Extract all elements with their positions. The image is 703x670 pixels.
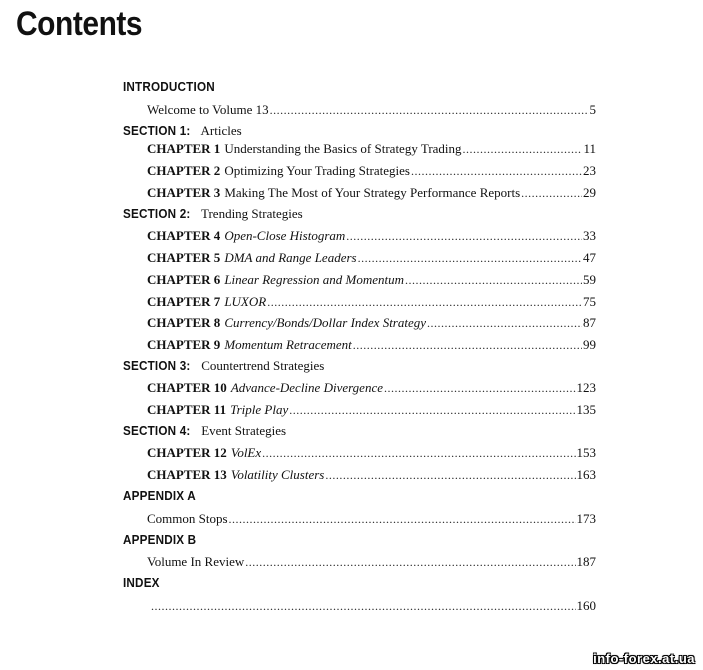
page-number: 59	[583, 272, 596, 287]
chapter-number: CHAPTER 5	[147, 250, 221, 265]
chapter-number: CHAPTER 6	[147, 272, 221, 287]
heading-label: APPENDIX A	[123, 488, 196, 503]
toc-entry[interactable]	[147, 336, 596, 354]
dot-leader	[384, 379, 576, 397]
dot-leader	[405, 271, 582, 289]
heading-label: INDEX	[123, 575, 160, 590]
toc-entry[interactable]	[147, 401, 596, 419]
toc-entry[interactable]	[147, 379, 596, 397]
entry-title: Momentum Retracement	[224, 337, 352, 352]
page-number: 160	[576, 598, 596, 613]
heading-label: APPENDIX B	[123, 532, 197, 547]
toc-heading-section-3	[123, 357, 324, 375]
chapter-number: CHAPTER 7	[147, 294, 221, 309]
toc-heading-index	[123, 574, 164, 592]
dot-leader	[229, 510, 576, 528]
entry-title: Making The Most of Your Strategy Performance Reports	[224, 185, 521, 200]
chapter-number: CHAPTER 13	[147, 467, 227, 482]
heading-label: INTRODUCTION	[123, 79, 215, 94]
toc-entry[interactable]	[150, 597, 596, 615]
page-number: 47	[583, 250, 596, 265]
page-number: 187	[576, 554, 596, 569]
toc-entry[interactable]	[147, 162, 596, 180]
heading-label: SECTION 3:	[123, 358, 191, 373]
heading-label: SECTION 1:	[123, 123, 191, 138]
heading-label: SECTION 4:	[123, 423, 191, 438]
toc-heading-appendix-a	[123, 487, 204, 505]
dot-leader	[353, 336, 582, 354]
chapter-number: CHAPTER 9	[147, 337, 221, 352]
toc-entry[interactable]	[147, 553, 596, 571]
dot-leader	[521, 184, 582, 202]
toc-entry[interactable]	[147, 140, 596, 158]
dot-leader	[358, 249, 582, 267]
entry-title: VolEx	[230, 445, 262, 460]
dot-leader	[325, 466, 575, 484]
chapter-number: CHAPTER 12	[147, 445, 227, 460]
dot-leader	[267, 293, 582, 311]
page-number: 135	[576, 402, 596, 417]
entry-title: Common Stops	[147, 511, 228, 526]
dot-leader	[270, 101, 589, 119]
entry-title: Volume In Review	[147, 554, 245, 569]
page-title: Contents	[16, 5, 143, 43]
entry-title: DMA and Range Leaders	[224, 250, 357, 265]
toc-entry[interactable]	[147, 510, 596, 528]
heading-subtitle: Event Strategies	[201, 423, 287, 438]
page-number: 163	[576, 467, 596, 482]
entry-title: Triple Play	[230, 402, 289, 417]
toc-heading-appendix-b	[123, 531, 204, 549]
watermark: info-forex.at.ua	[593, 651, 695, 666]
page-number: 29	[583, 185, 596, 200]
dot-leader	[151, 597, 576, 615]
heading-subtitle: Articles	[200, 123, 242, 138]
page-number: 173	[576, 511, 596, 526]
toc-entry[interactable]	[147, 444, 596, 462]
entry-title: LUXOR	[224, 294, 267, 309]
dot-leader	[427, 314, 582, 332]
toc-heading-introduction	[123, 78, 225, 96]
heading-subtitle: Countertrend Strategies	[201, 358, 325, 373]
entry-title: Currency/Bonds/Dollar Index Strategy	[224, 315, 427, 330]
toc-entry[interactable]	[147, 466, 596, 484]
entry-title: Volatility Clusters	[230, 467, 325, 482]
page-number: 123	[576, 380, 596, 395]
entry-title: Open-Close Histogram	[224, 228, 346, 243]
entry-title: Linear Regression and Momentum	[224, 272, 405, 287]
page-number: 99	[583, 337, 596, 352]
heading-label: SECTION 2:	[123, 206, 191, 221]
entry-title: Optimizing Your Trading Strategies	[224, 163, 410, 178]
toc-entry[interactable]	[147, 249, 596, 267]
page-number: 87	[583, 315, 596, 330]
toc-entry[interactable]	[147, 184, 596, 202]
toc-heading-section-4	[123, 422, 286, 440]
page-number: 5	[589, 102, 596, 117]
page-number: 33	[583, 228, 596, 243]
page-number: 75	[583, 294, 596, 309]
dot-leader	[262, 444, 575, 462]
dot-leader	[289, 401, 575, 419]
chapter-number: CHAPTER 11	[147, 402, 227, 417]
chapter-number: CHAPTER 3	[147, 185, 221, 200]
entry-title: Welcome to Volume 13	[147, 102, 269, 117]
heading-subtitle: Trending Strategies	[200, 206, 303, 221]
chapter-number: CHAPTER 10	[147, 380, 227, 395]
chapter-number: CHAPTER 2	[147, 163, 221, 178]
page-number: 11	[583, 141, 596, 156]
toc-entry[interactable]	[147, 314, 596, 332]
dot-leader	[463, 140, 583, 158]
toc-entry[interactable]	[147, 293, 596, 311]
chapter-number: CHAPTER 8	[147, 315, 221, 330]
page-number: 23	[583, 163, 596, 178]
entry-title: Understanding the Basics of Strategy Trading	[224, 141, 462, 156]
chapter-number: CHAPTER 4	[147, 228, 221, 243]
page-number: 153	[576, 445, 596, 460]
chapter-number: CHAPTER 1	[147, 141, 221, 156]
dot-leader	[411, 162, 582, 180]
entry-title: Advance-Decline Divergence	[230, 380, 383, 395]
toc-heading-section-1	[123, 122, 242, 140]
dot-leader	[346, 227, 582, 245]
toc-entry[interactable]	[147, 227, 596, 245]
toc-entry[interactable]	[147, 271, 596, 289]
toc-heading-section-2	[123, 205, 303, 223]
toc-entry[interactable]	[147, 101, 596, 119]
dot-leader	[245, 553, 575, 571]
